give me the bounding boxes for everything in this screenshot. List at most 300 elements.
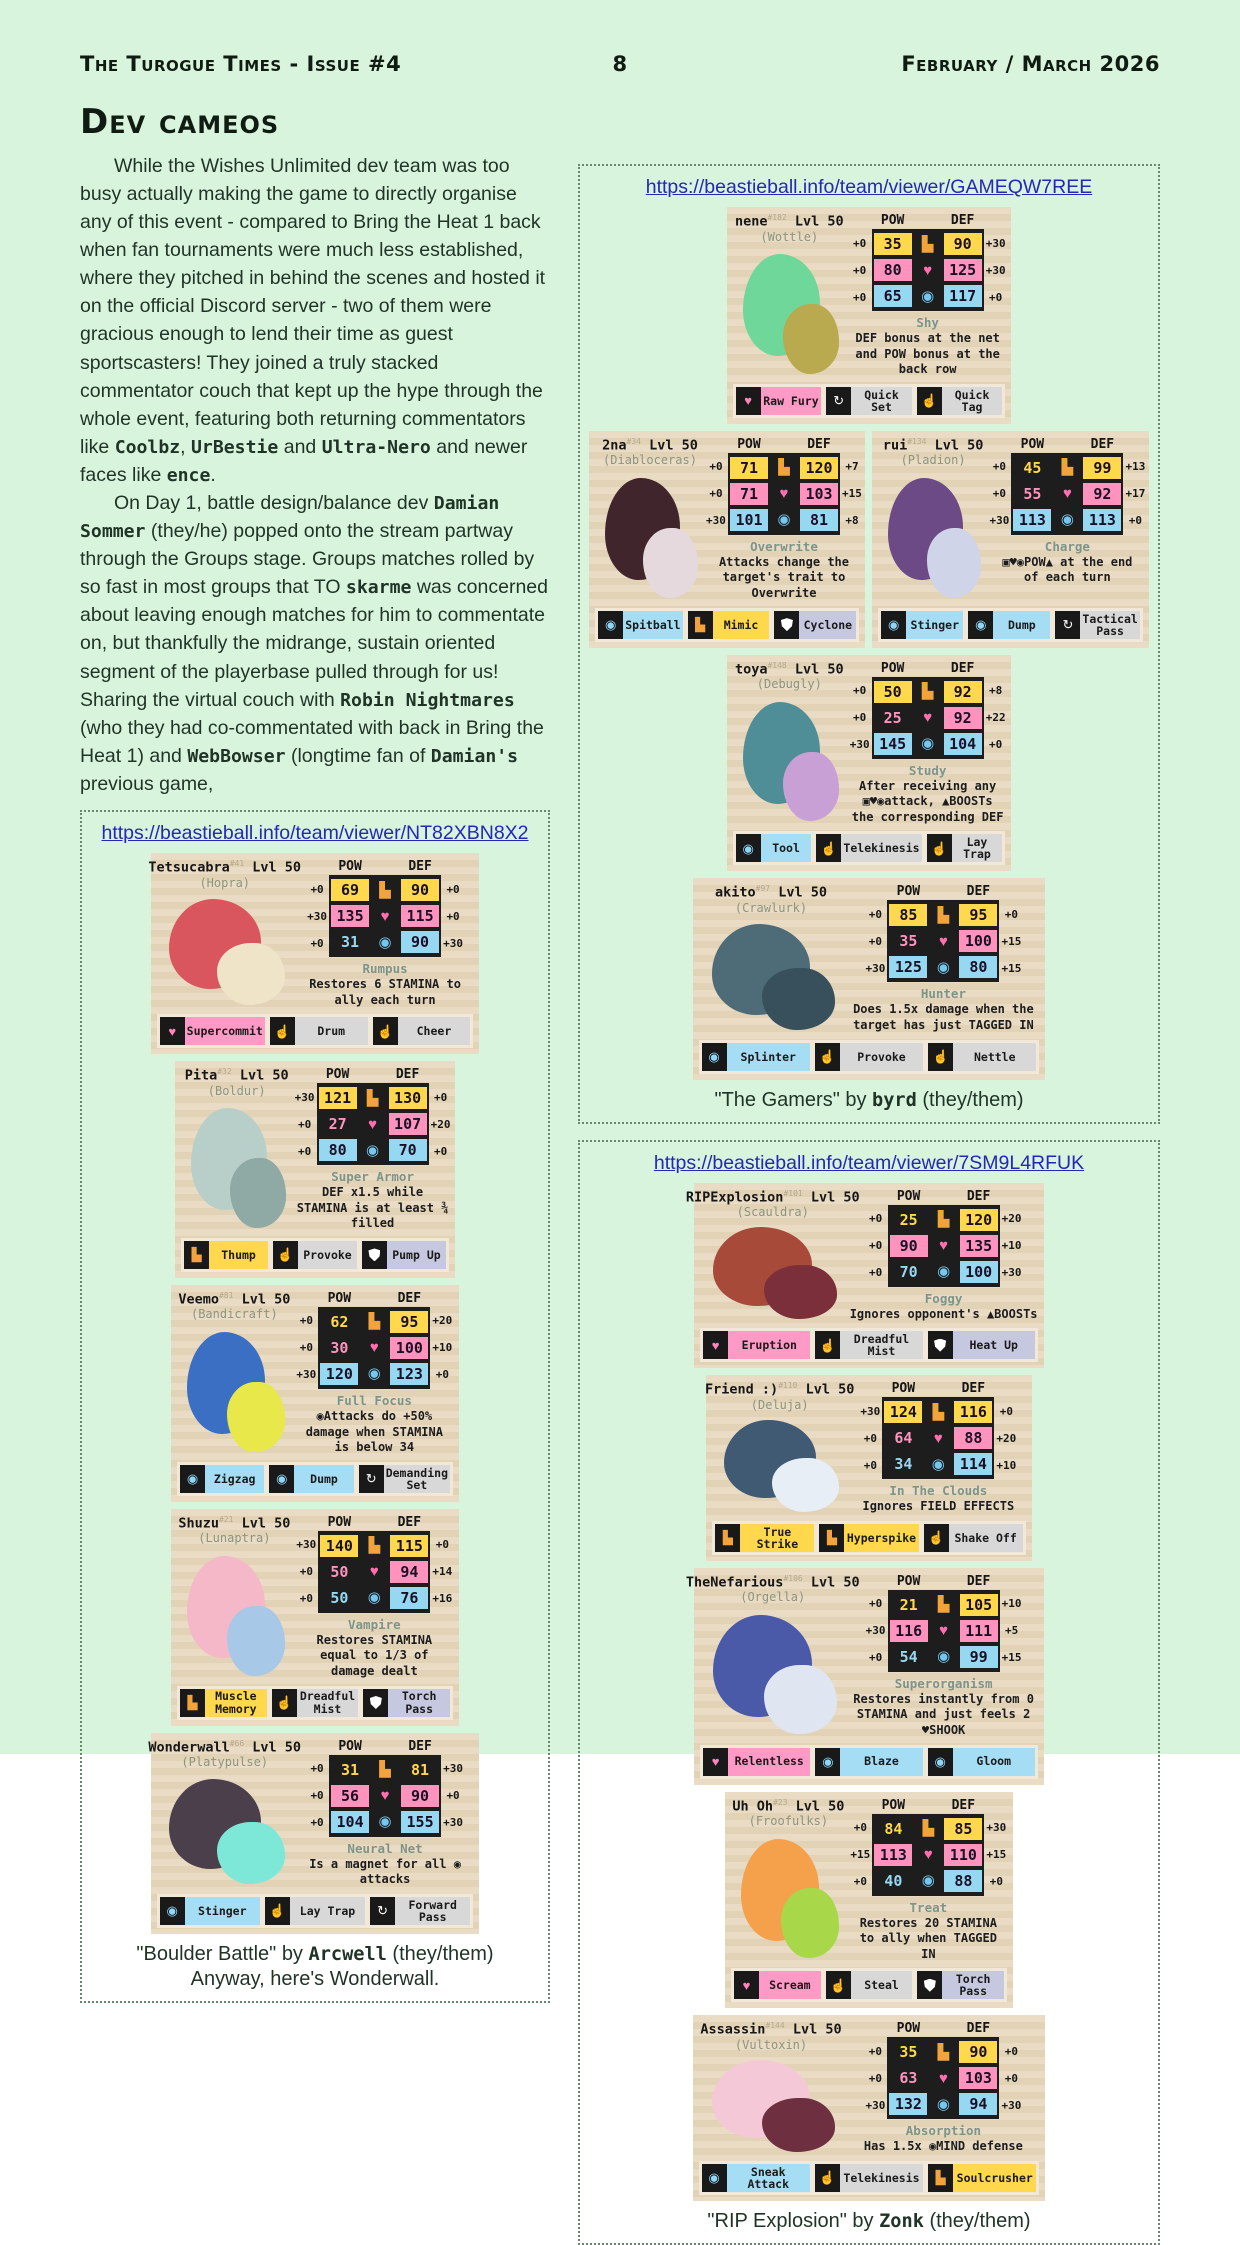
stat-boost-left: +30: [865, 1624, 886, 1638]
body-stat-icon: ▙: [778, 459, 790, 477]
stat-boost-right: +30: [985, 236, 1006, 250]
section-title: Dev cameos: [80, 102, 280, 142]
stat-boost-left: +0: [853, 1875, 867, 1888]
beastie-card-veemo: [171, 1285, 459, 1502]
move-label: Telekinesis: [841, 834, 921, 862]
move-label: Shake Off: [949, 1524, 1023, 1552]
beastie-name-line: [602, 437, 698, 454]
pow-value: 101: [730, 509, 768, 531]
beastie-species: (Wottle): [760, 229, 819, 244]
trait-name: Study: [908, 762, 947, 778]
trait-description: Is a magnet for all ◉ attacks: [309, 1856, 461, 1887]
body-stat-icon: ▙: [937, 1211, 950, 1229]
move-chip-steal: [826, 1971, 913, 1999]
move-chip-pump-up: [362, 1241, 446, 1269]
def-value: 120: [960, 1209, 998, 1231]
beastie-sprite-debugly: [733, 691, 846, 825]
pow-value: 84: [874, 1818, 912, 1840]
trait-description: Restores 6 STAMINA to ally each turn: [309, 977, 461, 1007]
body-paragraph-2: On Day 1, battle design/balance dev Damian Sommer (they/he) popped onto the stream partway through the Groups stage. Groups matches rolled by so fast in most groups that TO skarme was concerned about leaving enough matches for him to commentate on, but thankfully the midrange, sustain oriented segment of the playerbase pulled through for us! Sharing the virtual couch with Robin Nightmares (who they had co-commentated with back in Bring the Heat 1) and WebBowser (longtime fan of Damian's previous game,: [80, 492, 548, 795]
pow-header: POW: [338, 1738, 362, 1754]
beastie-species: (Pladion): [900, 453, 966, 468]
def-value: 81: [800, 509, 838, 531]
stat-boost-left: +30: [865, 2098, 886, 2112]
beastie-level: Lvl 50: [244, 859, 302, 876]
beastie-species: (Diabloceras): [603, 453, 697, 468]
def-value: 90: [959, 2041, 997, 2063]
stat-row-body: [293, 1083, 453, 1111]
stat-row-heart: [305, 903, 465, 929]
beastie-sprite-boldur: [181, 1098, 292, 1232]
mind-stat-icon: ◉: [777, 511, 791, 529]
move-label: Eruption: [728, 1331, 810, 1359]
beastie-level: Lvl 50: [784, 2021, 842, 2038]
heart-stat-icon: ♥: [1062, 485, 1072, 503]
move-list: [699, 1040, 1040, 1074]
beastie-sprite-diabloceras: [595, 467, 705, 601]
beastie-name-line: [732, 1798, 844, 1815]
move-list: [177, 1686, 453, 1720]
stat-boost-left: +0: [868, 1651, 883, 1665]
move-list: [699, 2161, 1040, 2195]
move-chip-tool: [736, 834, 812, 862]
stat-boost-right: +0: [1128, 514, 1143, 528]
move-chip-splinter: [702, 1043, 810, 1071]
mind-move-icon: ◉: [702, 2164, 727, 2192]
def-value: 125: [944, 259, 982, 281]
body-stat-icon: ▙: [368, 1537, 381, 1555]
beastie-sprite-hopra: [157, 890, 293, 1009]
highlighted-name: Arcwell: [308, 1943, 387, 1965]
stat-boost-left: +30: [706, 514, 726, 528]
stat-row-body: [864, 1590, 1024, 1618]
trait-description: ◉Attacks do +50% damage when STAMINA is below 34: [305, 1408, 443, 1455]
move-chip-torch-pass: [363, 1689, 450, 1717]
beastie-dex-number: #106: [783, 1573, 803, 1583]
body-move-icon: ▙: [715, 1524, 740, 1552]
stat-boost-right: +30: [443, 936, 463, 950]
mind-stat-icon: ◉: [937, 1648, 951, 1666]
stat-header: [848, 661, 1008, 676]
stat-row-body: [863, 2037, 1023, 2065]
beastie-species: (Deluja): [750, 1397, 809, 1412]
stat-boost-right: +7: [845, 460, 859, 474]
pow-header: POW: [896, 1573, 921, 1589]
mind-stat-icon: ◉: [936, 2095, 950, 2113]
stat-boost-left: +0: [853, 684, 867, 698]
stat-header: [864, 1189, 1024, 1204]
sprite-shape: [764, 1665, 837, 1735]
support-move-icon: ☝: [273, 1241, 298, 1269]
trait-description: Has 1.5x ◉MIND defense: [863, 2139, 1023, 2154]
stat-boost-right: +0: [989, 1875, 1003, 1888]
shield-icon: [781, 618, 793, 631]
support-move-icon: ☝: [927, 834, 952, 862]
move-label: Stinger: [906, 611, 963, 639]
heart-stat-icon: ♥: [369, 1563, 379, 1581]
move-chip-raw-fury: [736, 387, 822, 415]
def-value: 95: [390, 1311, 428, 1333]
beastie-name: Pita: [184, 1067, 218, 1084]
stat-boost-right: +0: [446, 909, 460, 923]
beastie-name: Wonderwall: [148, 1739, 230, 1756]
sprite-shape: [783, 752, 840, 822]
move-label: Soulcrusher: [953, 2164, 1036, 2192]
stat-row-heart: [848, 1842, 1008, 1868]
stat-boost-left: +30: [860, 1404, 881, 1418]
team-grid: [589, 207, 1149, 1080]
stat-row-mind: [987, 507, 1147, 535]
body-stat-icon: ▙: [921, 683, 934, 701]
move-list: [700, 1328, 1038, 1362]
move-chip-spitball: [598, 611, 682, 639]
page-header: [80, 52, 1160, 76]
stat-boost-left: +30: [294, 1090, 315, 1104]
move-list: [733, 831, 1006, 865]
highlighted-name: Damian Sommer: [80, 493, 500, 543]
body-stat-icon: ▙: [379, 1761, 391, 1779]
move-label: Supercommit: [185, 1017, 265, 1045]
beastie-dex-number: #97: [755, 884, 771, 894]
move-chip-lay-trap: [265, 1897, 365, 1925]
stat-boost-right: +0: [989, 738, 1003, 752]
stat-table: [987, 453, 1147, 535]
stat-row-body: [294, 1531, 454, 1559]
move-chip-quick-set: [826, 387, 912, 415]
beastie-name: Tetsucabra: [148, 859, 230, 876]
beastie-level: Lvl 50: [802, 1574, 860, 1591]
move-chip-stinger: [881, 611, 963, 639]
stat-header: [864, 1574, 1024, 1589]
pow-value: 50: [320, 1587, 358, 1609]
mind-move-icon: ◉: [702, 1043, 727, 1071]
body-stat-icon: ▙: [379, 881, 391, 899]
beastie-name-line: [705, 1381, 854, 1398]
def-value: 123: [390, 1363, 428, 1385]
stat-boost-left: +0: [992, 460, 1007, 474]
move-label: Sneak Attack: [727, 2164, 810, 2192]
beastie-dex-number: #134: [907, 436, 927, 446]
stat-boost-right: +0: [1004, 907, 1019, 921]
def-value: 135: [960, 1235, 998, 1257]
stat-row-heart: [848, 257, 1008, 283]
stat-boost-left: +0: [297, 1144, 312, 1158]
pow-header: POW: [325, 1067, 350, 1083]
team-url-link[interactable]: https://beastieball.info/team/viewer/NT82XBN8X2: [101, 822, 529, 845]
def-value: 117: [944, 285, 982, 307]
move-chip-dump: [968, 611, 1050, 639]
beastie-species: (Vultoxin): [734, 2037, 808, 2052]
stat-row-heart: [987, 481, 1147, 507]
beastie-sprite-pladion: [878, 467, 988, 601]
trait-description: Restores STAMINA equal to 1/3 of damage dealt: [316, 1632, 433, 1678]
stat-row-heart: [293, 1111, 453, 1137]
move-label: Nettle: [953, 1043, 1036, 1071]
beastie-dex-number: #66: [229, 1738, 245, 1748]
beastie-name-line: [735, 213, 844, 230]
stat-row-body: [305, 1755, 465, 1783]
beastie-level: Lvl 50: [926, 437, 984, 454]
move-chip-scream: [734, 1971, 821, 1999]
shield-icon: [368, 1248, 380, 1261]
move-label: Muscle Memory: [205, 1689, 267, 1717]
trait-description: Does 1.5x damage when the target has just TAGGED IN: [853, 1002, 1034, 1032]
pow-header: POW: [881, 1797, 906, 1813]
beastie-dex-number: #81: [218, 1290, 234, 1300]
def-value: 115: [401, 905, 439, 927]
beastie-name: Shuzu: [178, 1515, 219, 1532]
stat-boost-left: +0: [992, 487, 1007, 501]
move-label: Forward Pass: [395, 1897, 470, 1925]
pow-value: 27: [319, 1113, 357, 1135]
support-move-icon: ☝: [270, 1017, 295, 1045]
pow-value: 30: [320, 1337, 358, 1359]
beastie-species: (Hopra): [199, 875, 251, 890]
page-number: 8: [612, 52, 628, 76]
def-value: 116: [954, 1401, 992, 1423]
def-value: 115: [390, 1535, 428, 1557]
move-chip-blaze: [815, 1748, 922, 1776]
heart-stat-icon: ♥: [380, 1787, 390, 1805]
stat-boost-right: +30: [1001, 2098, 1022, 2112]
body-move-icon: ▙: [180, 1689, 205, 1717]
move-chip-thump: [184, 1241, 268, 1269]
mind-stat-icon: ◉: [921, 1872, 935, 1889]
move-label: Lay Trap: [952, 834, 1003, 862]
trait-name: Absorption: [905, 2123, 982, 2139]
move-label: Tool: [761, 834, 812, 862]
sprite-shape: [217, 1822, 285, 1884]
stat-table: [305, 875, 465, 957]
stat-row-heart: [305, 1783, 465, 1809]
left-column: [80, 152, 550, 2003]
team-card-the-gamers: [578, 164, 1160, 1124]
body-stat-icon: ▙: [1061, 459, 1074, 477]
move-label: Provoke: [298, 1241, 357, 1269]
stat-boost-left: +0: [310, 936, 324, 950]
move-label: Gloom: [953, 1748, 1035, 1776]
move-list: [157, 1014, 474, 1048]
move-chip-lay-trap: [927, 834, 1003, 862]
team-url-link[interactable]: https://beastieball.info/team/viewer/GAMEQW7REE: [645, 176, 1093, 198]
stat-boost-left: +0: [868, 1266, 883, 1280]
stat-boost-right: +30: [443, 1762, 463, 1776]
move-chip-telekinesis: [816, 834, 921, 862]
stat-row-body: [863, 900, 1023, 928]
pow-value: 62: [320, 1311, 358, 1333]
beastie-name: Veemo: [178, 1291, 219, 1308]
move-chip-torch-pass: [917, 1971, 1004, 1999]
def-value: 103: [800, 483, 838, 505]
move-chip-drum: [270, 1017, 368, 1045]
stat-boost-left: +30: [989, 514, 1010, 528]
move-chip-telekinesis: [815, 2164, 923, 2192]
stat-boost-right: +15: [986, 1848, 1007, 1861]
move-label: True Strike: [740, 1524, 814, 1552]
stat-boost-right: +0: [1004, 2071, 1019, 2085]
defense-move-icon: [362, 1241, 387, 1269]
def-value: 94: [959, 2093, 997, 2115]
move-chip-cyclone: [774, 611, 856, 639]
team-card-rip-explosion: [578, 1140, 1160, 2245]
sprite-shape: [762, 2098, 834, 2152]
support-move-icon: ☝: [815, 1331, 840, 1359]
stat-row-mind: [848, 731, 1008, 759]
team-url-link[interactable]: https://beastieball.info/team/viewer/7SM9L4RFUK: [653, 1151, 1085, 1174]
stat-boost-right: +0: [435, 1368, 449, 1382]
beastie-species: (Bandicraft): [190, 1307, 278, 1322]
stat-header: [863, 2021, 1023, 2036]
mind-stat-icon: ◉: [367, 1365, 381, 1383]
def-value: 92: [944, 707, 982, 729]
stat-boost-right: +16: [432, 1592, 453, 1606]
mind-move-icon: ◉: [160, 1897, 185, 1925]
highlighted-name: UrBestie: [191, 436, 279, 458]
stat-boost-left: +0: [868, 1212, 883, 1226]
stat-header: [848, 1798, 1008, 1813]
beastie-sprite-bandicraft: [177, 1321, 292, 1455]
stat-table: [848, 229, 1008, 311]
support-move-icon: ☝: [815, 2164, 840, 2192]
body-stat-icon: ▙: [366, 1089, 379, 1107]
stat-boost-left: +0: [310, 1789, 324, 1803]
stat-boost-left: +0: [868, 2044, 883, 2058]
trait-description: Ignores opponent's ▲BOOSTs: [849, 1306, 1038, 1321]
beastie-name-line: [883, 437, 984, 454]
def-header: DEF: [397, 1514, 422, 1530]
mind-stat-icon: ◉: [367, 1589, 381, 1607]
stat-boost-left: +0: [310, 1762, 324, 1776]
stat-boost-right: +0: [433, 1144, 448, 1158]
body-stat-icon: ▙: [368, 1313, 381, 1331]
move-chip-quick-tag: [917, 387, 1003, 415]
beastie-name: 2na: [602, 437, 627, 454]
pow-value: 35: [874, 233, 912, 255]
header-right: February / March 2026: [901, 52, 1160, 76]
move-label: Lay Trap: [290, 1897, 365, 1925]
def-value: 120: [800, 457, 838, 479]
stat-row-heart: [858, 1425, 1018, 1451]
beastie-card-rui: [872, 431, 1149, 648]
move-chip-forward-pass: [370, 1897, 470, 1925]
stat-row-mind: [293, 1137, 453, 1165]
mind-move-icon: ◉: [968, 611, 993, 639]
stat-boost-right: +0: [433, 1090, 448, 1104]
stat-header: [305, 1739, 465, 1754]
move-chip-hyperspike: [819, 1524, 918, 1552]
heart-stat-icon: ♥: [939, 1622, 949, 1640]
trait-description: DEF x1.5 while STAMINA is at least ¾ filled: [296, 1185, 449, 1231]
def-value: 114: [954, 1453, 992, 1475]
pow-value: 31: [331, 1759, 369, 1781]
move-chip-provoke: [273, 1241, 357, 1269]
stat-boost-right: +13: [1125, 460, 1146, 474]
stat-boost-right: +0: [999, 1404, 1013, 1418]
beastie-dex-number: #144: [765, 2021, 785, 2031]
move-label: Cheer: [398, 1017, 471, 1045]
move-label: Splinter: [727, 1043, 810, 1071]
beastie-species: (Orgella): [740, 1590, 806, 1605]
beastie-name-line: [148, 859, 301, 876]
move-label: Cyclone: [799, 611, 856, 639]
def-value: 88: [944, 1870, 982, 1892]
trait-description: DEF bonus at the net and POW bonus at the back row: [855, 331, 1000, 377]
stat-table: [858, 1397, 1018, 1479]
team-caption: "The Gamers" by byrd (they/them): [714, 1088, 1024, 1111]
body-stat-icon: ▙: [921, 235, 934, 253]
def-value: 90: [401, 879, 439, 901]
pow-header: POW: [338, 859, 362, 875]
stat-boost-right: +10: [1001, 1239, 1022, 1253]
stat-row-body: [294, 1307, 454, 1335]
beastie-name-line: [178, 1291, 290, 1308]
def-value: 113: [1083, 509, 1121, 531]
stat-header: [305, 859, 465, 874]
beastie-dex-number: #34: [626, 436, 641, 446]
sprite-shape: [772, 1458, 839, 1512]
move-label: Torch Pass: [942, 1971, 1004, 1999]
move-label: Stinger: [185, 1897, 260, 1925]
sprite-shape: [227, 1382, 284, 1452]
def-header: DEF: [961, 1381, 986, 1397]
beastie-dex-number: #41: [229, 859, 245, 869]
def-value: 95: [959, 904, 997, 926]
team-grid: [91, 853, 539, 1934]
beastie-species: (Boldur): [207, 1083, 266, 1098]
beastie-sprite-scauldra: [700, 1219, 845, 1322]
pow-header: POW: [737, 436, 761, 452]
beastie-sprite-froofulks: [731, 1828, 846, 1962]
stat-boost-right: +20: [1001, 1212, 1022, 1226]
stat-boost-right: +0: [435, 1538, 449, 1552]
pow-value: 45: [1013, 457, 1051, 479]
beastie-card-friend: [706, 1375, 1031, 1561]
pow-header: POW: [327, 1514, 352, 1530]
mind-move-icon: ◉: [598, 611, 623, 639]
stat-row-heart: [864, 1618, 1024, 1644]
stat-row-body: [864, 1205, 1024, 1233]
sprite-shape: [217, 943, 285, 1005]
heart-move-icon: ♥: [703, 1331, 728, 1359]
move-chip-nettle: [928, 1043, 1036, 1071]
mind-stat-icon: ◉: [937, 1263, 951, 1281]
defense-move-icon: [774, 611, 799, 639]
support-move-icon: ☝: [815, 1043, 840, 1071]
beastie-dex-number: #32: [217, 1067, 232, 1077]
stat-boost-right: +10: [432, 1341, 453, 1355]
heart-stat-icon: ♥: [938, 932, 948, 950]
trait-description: Restores instantly from 0 STAMINA and just feels 2 ♥SHOOK: [853, 1691, 1034, 1737]
mind-stat-icon: ◉: [921, 287, 935, 305]
def-header: DEF: [966, 2021, 991, 2037]
trait-name: Super Armor: [331, 1169, 414, 1185]
stat-boost-left: +0: [299, 1565, 313, 1579]
stat-boost-left: +0: [297, 1117, 312, 1131]
beastie-card-akito: [693, 878, 1046, 1079]
move-chip-muscle-memory: [180, 1689, 267, 1717]
support-move-icon: ☝: [373, 1017, 398, 1045]
stat-row-mind: [863, 2091, 1023, 2119]
sprite-shape: [764, 1265, 837, 1319]
stat-row-mind: [305, 1809, 465, 1837]
stat-header: [848, 213, 1008, 228]
pow-value: 35: [889, 930, 927, 952]
move-label: Drum: [295, 1017, 368, 1045]
beastie-sprite-crawlurk: [699, 915, 844, 1034]
stat-boost-left: +0: [709, 460, 723, 474]
heart-stat-icon: ♥: [938, 2069, 948, 2087]
stat-boost-right: +15: [1001, 961, 1022, 975]
